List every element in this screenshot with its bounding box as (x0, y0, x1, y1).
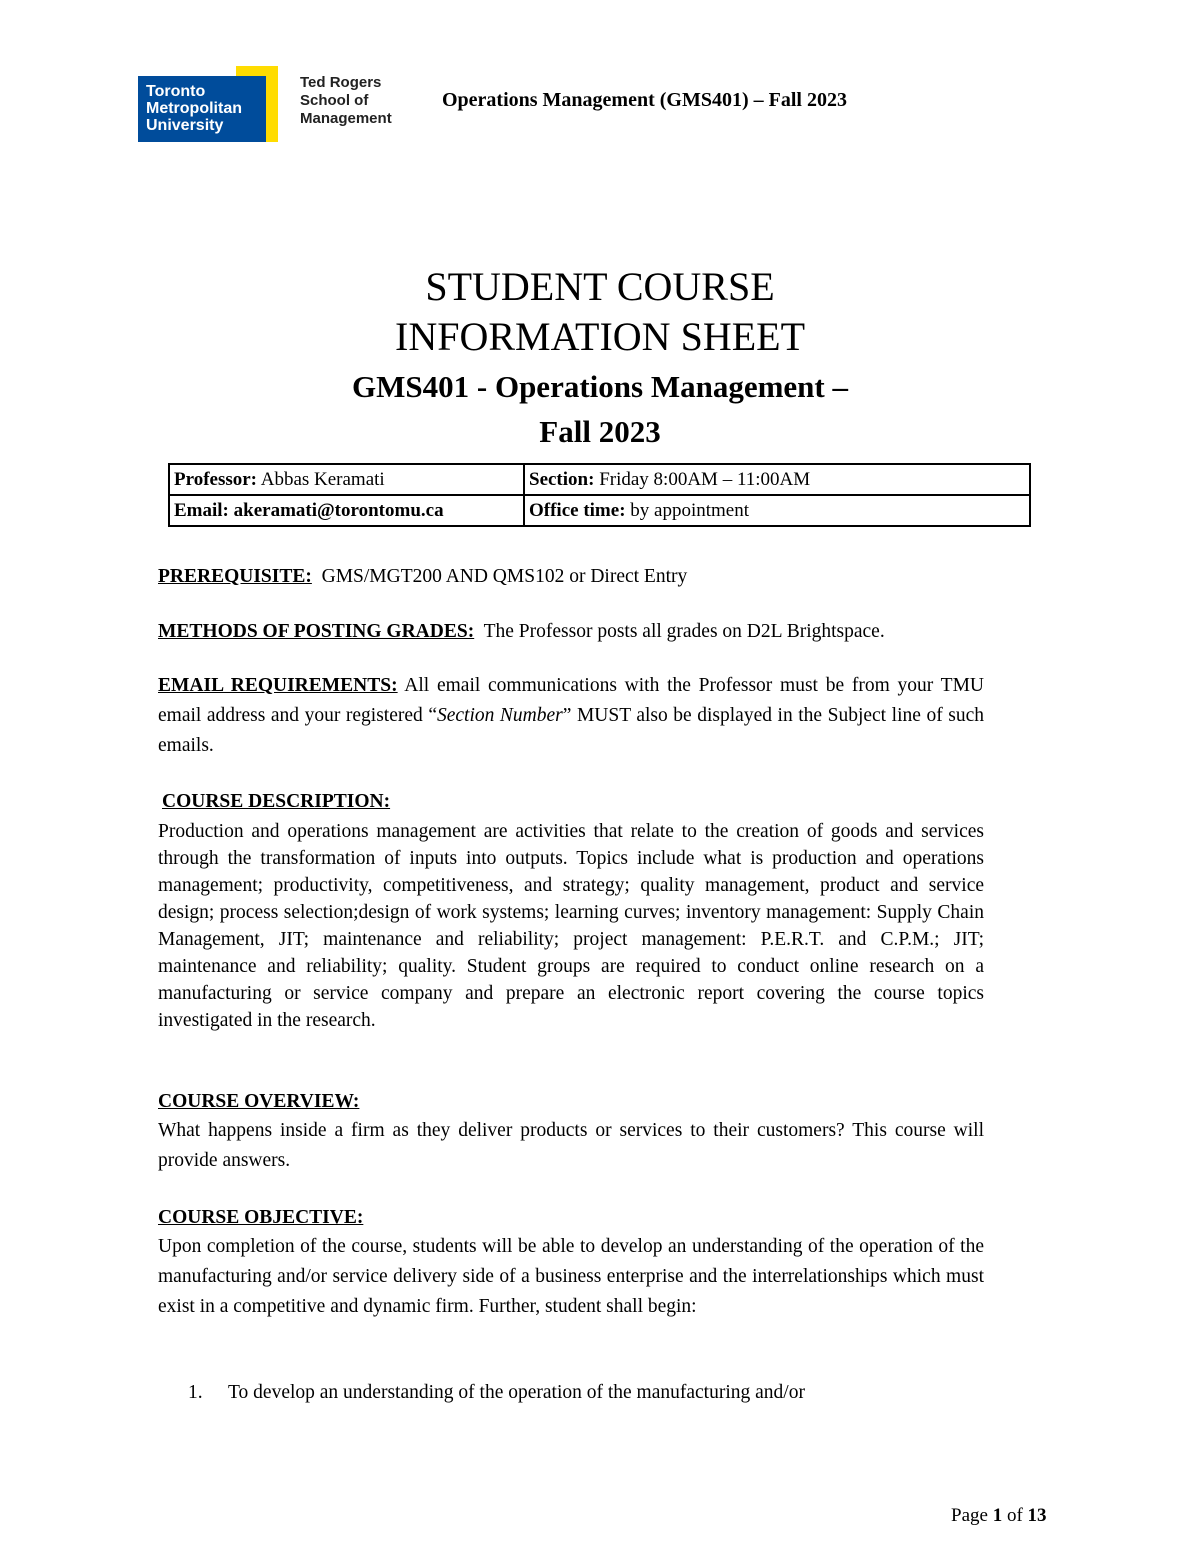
section-cell (524, 464, 1030, 495)
title-line-2: INFORMATION SHEET (395, 314, 805, 359)
list-item-text: To develop an understanding of the operation of the manufacturing and/or (228, 1382, 805, 1403)
title-line-3: GMS401 - Operations Management – (352, 369, 848, 404)
logo-school-name (300, 74, 430, 128)
page-number (951, 1505, 1047, 1527)
course-description-text: Production and operations management are activities that relate to the creation of goods and services through the transformation of inputs into outputs. Topics include what is production and operations management; productivity, competitiveness, and strategy; quality management, product and service design; process selection;design of work systems; learning curves; inventory management: Supply Chain Management, JIT; maintenance and reliability; project management: P.E.R.T. and C.P.M.; JIT; maintenance and reliability; quality. Student groups are required to conduct online research on a manufacturing or service company and prepare an electronic report covering the course topics investigated in the research. (158, 821, 984, 1031)
page-label: Page (951, 1505, 993, 1526)
email-requirements-text-end: ” MUST also be displayed in the Subject line of such emails. (158, 705, 984, 756)
section-label: Section: (529, 468, 595, 490)
page-current: 1 (992, 1505, 1003, 1526)
office-time-value: by appointment (625, 499, 750, 521)
title-line-1: STUDENT COURSE (425, 264, 775, 309)
document-title (0, 262, 1200, 452)
prerequisite-heading: PREREQUISITE: (158, 566, 312, 587)
course-description-heading-wrap (162, 787, 988, 817)
logo-line: Ted Rogers (300, 74, 382, 91)
page-total: 13 (1027, 1505, 1047, 1526)
course-overview-heading: COURSE OVERVIEW: (158, 1091, 360, 1112)
email-cell (169, 495, 524, 526)
list-item (188, 1378, 805, 1408)
email-requirements-heading: EMAIL REQUIREMENTS: (158, 675, 398, 696)
table-row (169, 495, 1030, 526)
logo-line: School of (300, 92, 369, 109)
email-requirements-section (158, 671, 984, 761)
course-description-heading: COURSE DESCRIPTION: (162, 791, 391, 812)
logo-line: University (146, 117, 224, 134)
section-number-emphasis: Section Number (436, 705, 563, 726)
email-value: akeramati@torontomu.ca (228, 499, 444, 521)
header-title: Operations Management (GMS401) – Fall 2023 (442, 89, 847, 111)
email-label: Email: (174, 499, 229, 521)
course-info-table (168, 463, 1031, 527)
logo-university-name (138, 76, 266, 142)
professor-value: Abbas Keramati (257, 468, 385, 490)
prerequisite-text: GMS/MGT200 AND QMS102 or Direct Entry (311, 566, 688, 587)
professor-cell (169, 464, 524, 495)
office-time-cell (524, 495, 1030, 526)
logo-line: Management (300, 110, 392, 127)
grades-section (158, 617, 1058, 647)
course-overview-heading-wrap (158, 1087, 984, 1117)
list-item-number: 1. (188, 1382, 203, 1403)
office-time-label: Office time: (529, 499, 626, 521)
course-overview-text: What happens inside a firm as they deliver products or services to their customers? This course will provide answers. (158, 1120, 984, 1171)
professor-label: Professor: (174, 468, 258, 490)
logo-line: Toronto (146, 83, 206, 100)
course-objective-text: Upon completion of the course, students will be able to develop an understanding of the operation of the manufacturing and/or service delivery side of a business enterprise and the interrelationships which must exist in a competitive and dynamic firm. Further, student shall begin: (158, 1236, 984, 1317)
grades-text: The Professor posts all grades on D2L Brightspace. (474, 621, 885, 642)
table-row (169, 464, 1030, 495)
course-objective-heading-wrap (158, 1203, 984, 1233)
page-of-label: of (1002, 1505, 1028, 1526)
logo-yellow-bar (266, 66, 278, 142)
logo-line: Metropolitan (146, 100, 242, 117)
prerequisite-section (158, 562, 984, 592)
section-value: Friday 8:00AM – 11:00AM (594, 468, 811, 490)
grades-heading: METHODS OF POSTING GRADES: (158, 621, 475, 642)
title-line-4: Fall 2023 (539, 414, 661, 449)
course-objective-heading: COURSE OBJECTIVE: (158, 1207, 364, 1228)
email-requirements-text: All email communications with the Professor must be from your TMU email address and your registered “ (158, 675, 985, 726)
